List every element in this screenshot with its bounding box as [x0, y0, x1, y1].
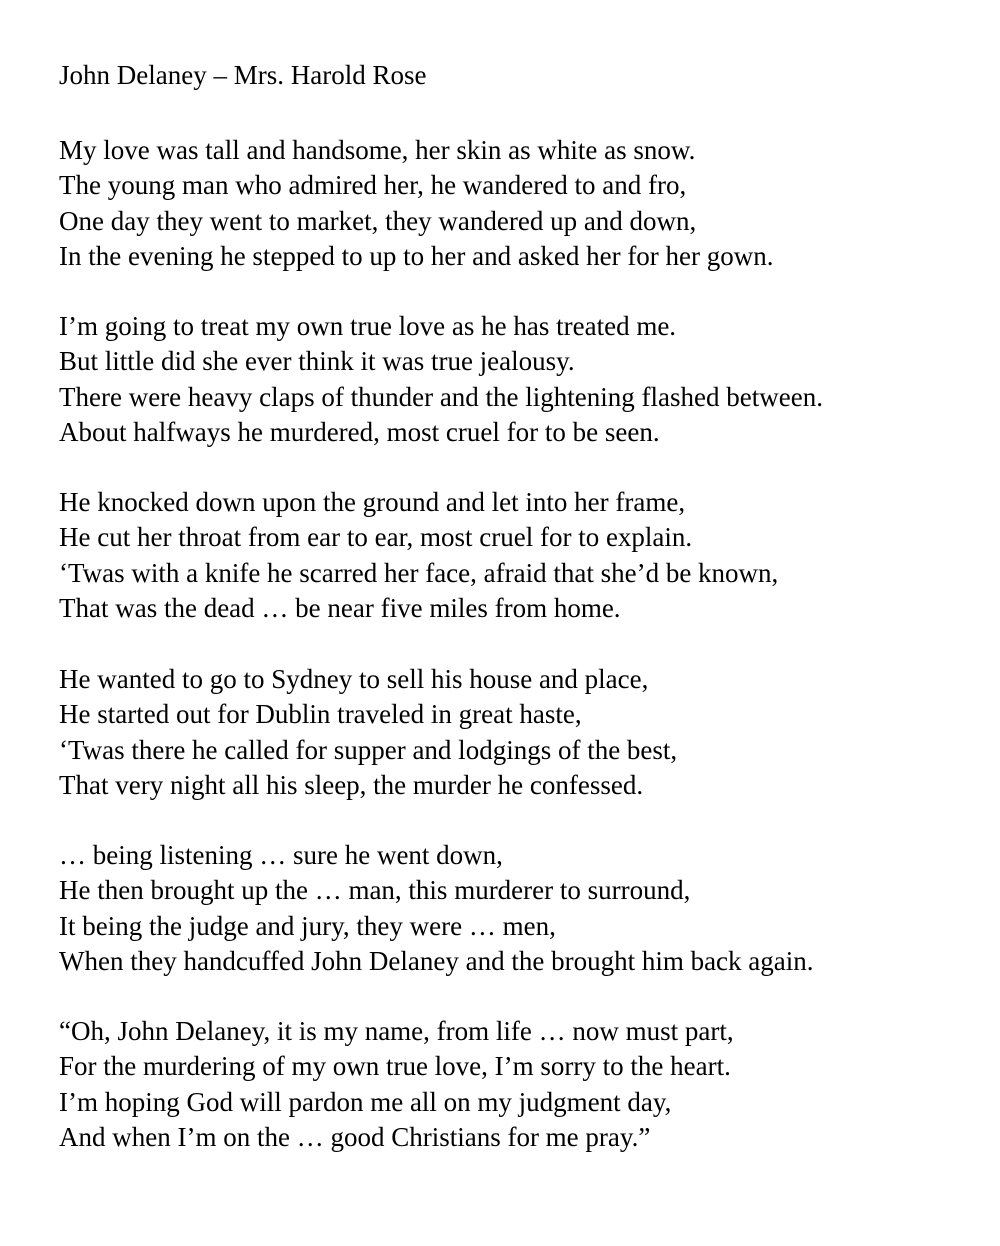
stanza-6: [59, 1014, 989, 1155]
stanza-line: He cut her throat from ear to ear, most cruel for to explain.: [59, 522, 693, 553]
stanza-line: He knocked down upon the ground and let into her frame,: [59, 487, 686, 517]
stanza-line: It being the judge and jury, they were … men,: [59, 910, 556, 941]
stanza-line: About halfways he murdered, most cruel for to be seen.: [59, 416, 660, 447]
stanza-line: That very night all his sleep, the murder he confessed.: [59, 769, 644, 800]
stanza-line: My love was tall and handsome, her skin as white as snow.: [59, 135, 696, 165]
stanza-line: One day they went to market, they wandered up and down,: [59, 205, 697, 236]
stanza-line: He wanted to go to Sydney to sell his house and place,: [59, 664, 649, 694]
stanza-line: But little did she ever think it was true jealousy.: [59, 346, 575, 377]
stanza-line: ‘Twas there he called for supper and lodgings of the best,: [59, 734, 678, 765]
stanza-line: And when I’m on the … good Christians for me pray.”: [59, 1121, 651, 1152]
document-title: John Delaney – Mrs. Harold Rose: [59, 60, 427, 90]
stanza-4: [59, 662, 989, 803]
stanza-3: [59, 485, 989, 626]
stanza-line: In the evening he stepped to up to her and asked her for her gown.: [59, 240, 774, 271]
stanza-line: That was the dead … be near five miles from home.: [59, 592, 621, 623]
stanza-line: I’m going to treat my own true love as he has treated me.: [59, 311, 677, 341]
stanza-2: [59, 309, 989, 450]
stanza-5: [59, 838, 989, 979]
stanza-line: … being listening … sure he went down,: [59, 840, 503, 870]
stanza-line: The young man who admired her, he wandered to and fro,: [59, 170, 687, 201]
stanza-line: For the murdering of my own true love, I’m sorry to the heart.: [59, 1051, 731, 1082]
stanza-line: There were heavy claps of thunder and the lightening flashed between.: [59, 381, 823, 412]
stanza-line: He started out for Dublin traveled in great haste,: [59, 699, 582, 730]
stanza-1: [59, 133, 989, 274]
stanza-line: “Oh, John Delaney, it is my name, from life … now must part,: [59, 1016, 734, 1046]
stanza-line: ‘Twas with a knife he scarred her face, afraid that she’d be known,: [59, 557, 779, 588]
stanza-line: I’m hoping God will pardon me all on my judgment day,: [59, 1086, 672, 1117]
stanza-line: When they handcuffed John Delaney and the brought him back again.: [59, 945, 814, 976]
stanza-line: He then brought up the … man, this murderer to surround,: [59, 875, 691, 906]
